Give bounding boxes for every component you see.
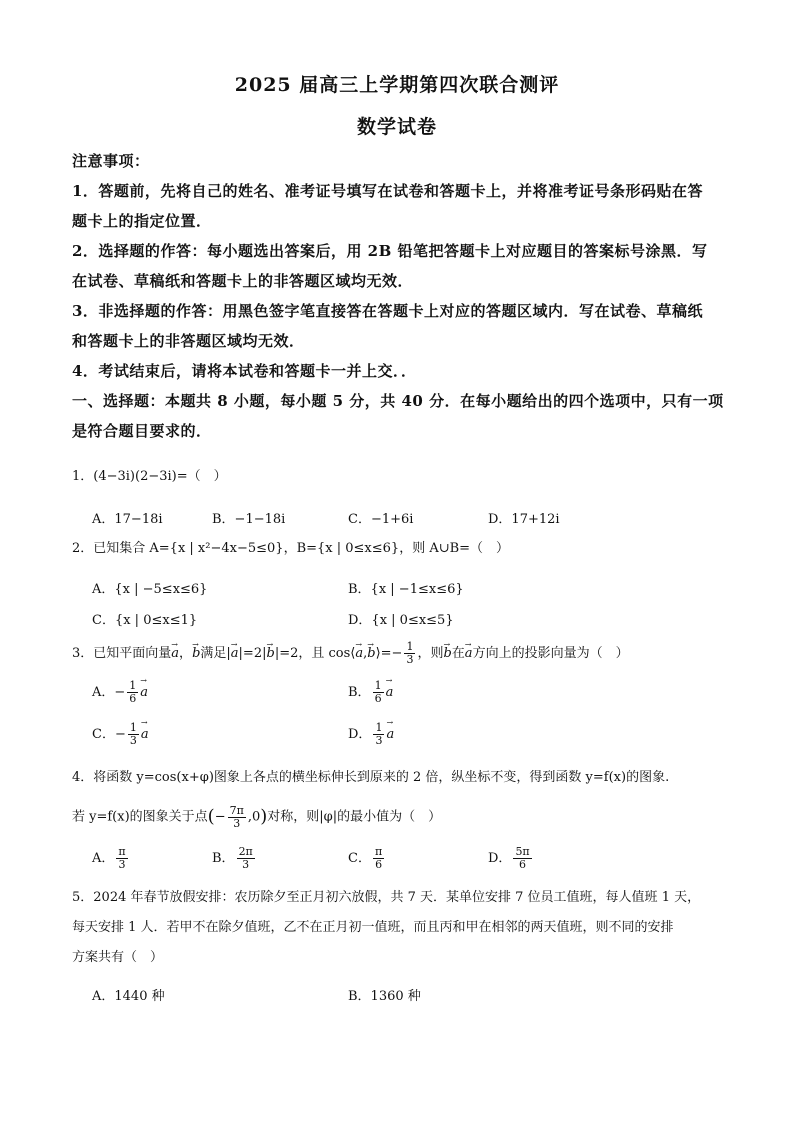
question-5-line2: 每天安排 1 人．若甲不在除夕值班，乙不在正月初一值班，而且丙和甲在相邻的两天值班，则不同的安排 [72, 920, 674, 935]
question-2-stem: 2．已知集合 A={x | x²−4x−5≤0}，B={x | 0≤x≤6}，则 A∪B=（ ） [72, 541, 510, 556]
q4-text: 若 y=f(x)的图象关于点 [72, 809, 208, 825]
q3-text: |=2，且 cos⟨ [274, 646, 356, 661]
q3-text: 方向上的投影向量为（ ） [472, 646, 629, 661]
point-fraction [228, 805, 246, 830]
question-4-line1: 4．将函数 y=cos(x+φ)图象上各点的横坐标伸长到原来的 2 倍，纵坐标不变，得到函数 y=f(x)的图象. [72, 770, 670, 785]
option-fraction [237, 846, 255, 871]
section-heading-line1: 一、选择题：本题共 8 小题，每小题 5 分，共 40 分．在每小题给出的四个选项中，只有一项 [72, 392, 724, 410]
option-fraction [373, 846, 384, 871]
option-fraction [116, 846, 127, 871]
vector-b: → b [367, 640, 375, 668]
question-3-stem: 3．已知平面向量→ a，→ b满足|→ a|=2|→ b|=2，且 cos⟨→ a,→ b⟩=− $\frac{1}{3}$ ，则→ b在→ a方向上的投影向量为（ ） [72, 640, 732, 668]
notice-heading: 注意事项： [72, 152, 150, 170]
notice-line: 3．非选择题的作答：用黑色签字笔直接答在答题卡上对应的答题区域内．写在试卷、草稿纸 [72, 302, 703, 320]
vector-a: → a [465, 640, 473, 668]
exam-subtitle: 数学试卷 [356, 116, 437, 138]
q3-text: 满足| [200, 646, 231, 661]
notice-line: 1．答题前，先将自己的姓名、准考证号填写在试卷和答题卡上，并将准考证号条形码贴在答 [72, 182, 703, 200]
notice-line: 和答题卡上的非答题区域均无效． [72, 332, 305, 350]
option-label: D． [348, 727, 372, 742]
q2-option-b: B．{x | −1≤x≤6} [348, 582, 464, 597]
fraction-numerator: π [374, 845, 383, 858]
q1-option-a: A．17−18i [92, 512, 163, 527]
q5-option-b: B．1360 种 [348, 989, 421, 1004]
q2-option-c: C．{x | 0≤x≤1} [92, 613, 198, 628]
point-tail: ,0 [247, 809, 261, 825]
q1-option-d: D．17+12i [488, 512, 560, 527]
q1-option-b: B．−1−18i [212, 512, 286, 527]
option-label: A． [92, 851, 115, 866]
vector-b: → b [443, 640, 451, 668]
question-4-line2 [72, 803, 732, 832]
fraction-numerator: 1 [374, 679, 382, 692]
fraction-numerator: 1 [375, 721, 383, 734]
option-fraction [513, 846, 531, 871]
option-label: B． [348, 685, 371, 700]
notice-line: 4．考试结束后，请将本试卷和答题卡一并上交．． [72, 362, 417, 380]
notice-line: 题卡上的指定位置． [72, 212, 212, 230]
q3-text: |=2| [238, 646, 267, 661]
q3-option-d [348, 722, 394, 747]
fraction-numerator: 5π [515, 845, 530, 858]
option-label: C． [348, 851, 371, 866]
q5-option-a: A．1440 种 [92, 989, 165, 1004]
vector-a: → a [231, 640, 239, 668]
q3-text: 在 [451, 646, 465, 661]
q3-fraction [404, 641, 415, 666]
fraction-denominator: 3 [242, 858, 250, 871]
option-label: A． [92, 685, 115, 700]
fraction-denominator: 6 [129, 692, 137, 705]
vector-a: → a [141, 727, 149, 742]
point-sign: − [214, 809, 226, 825]
option-fraction [127, 680, 138, 705]
option-label: C． [92, 727, 115, 742]
paren-left: ( [207, 806, 215, 827]
fraction-denominator: 6 [374, 692, 382, 705]
fraction-numerator: 7π [229, 803, 244, 817]
fraction-denominator: 6 [375, 858, 383, 871]
q3-text: 3．已知平面向量 [72, 646, 172, 661]
q4-option-b [212, 846, 257, 871]
fraction-numerator: 1 [406, 640, 414, 653]
fraction-denominator: 3 [129, 734, 137, 747]
q4-option-a [92, 846, 130, 871]
q3-text: ⟩=− [375, 646, 403, 661]
q4-option-d [488, 846, 534, 871]
question-5-line3: 方案共有（ ） [72, 950, 164, 965]
q4-option-c [348, 846, 386, 871]
fraction-numerator: 1 [129, 679, 137, 692]
fraction-denominator: 3 [233, 816, 241, 830]
option-sign: − [114, 685, 126, 700]
q2-option-d: D．{x | 0≤x≤5} [348, 613, 454, 628]
question-5-line1: 5．2024 年春节放假安排：农历除夕至正月初六放假，共 7 天．某单位安排 7 位员工值班，每人值班 1 天， [72, 890, 701, 905]
q3-text: ，则 [417, 646, 444, 661]
option-label: D． [488, 851, 512, 866]
vector-b: → b [266, 640, 274, 668]
q1-option-c: C．−1+6i [348, 512, 414, 527]
fraction-denominator: 3 [375, 734, 383, 747]
option-fraction [373, 680, 384, 705]
vector-a: → a [355, 640, 363, 668]
vector-a: → a [386, 685, 394, 700]
vector-a: → a [386, 727, 394, 742]
paren-right: ) [260, 806, 268, 827]
option-sign: − [114, 727, 126, 742]
q3-option-b [348, 680, 393, 705]
q2-option-a: A．{x | −5≤x≤6} [92, 582, 208, 597]
fraction-numerator: 1 [129, 721, 137, 734]
notice-line: 2．选择题的作答：每小题选出答案后，用 2B 铅笔把答题卡上对应题目的答案标号涂黑．写 [72, 242, 708, 260]
section-heading-line2: 是符合题目要求的． [72, 422, 212, 440]
q4-text: 对称，则|φ|的最小值为（ ） [267, 809, 442, 825]
vector-a: → a [171, 640, 179, 668]
q3-option-c [92, 722, 149, 747]
notice-block [72, 146, 732, 446]
exam-title: 2025 届高三上学期第四次联合测评 [234, 74, 560, 96]
q3-text: ， [179, 646, 193, 661]
option-fraction [373, 722, 384, 747]
fraction-denominator: 3 [118, 858, 126, 871]
option-fraction [128, 722, 139, 747]
notice-line: 在试卷、草稿纸和答题卡上的非答题区域均无效． [72, 272, 414, 290]
fraction-numerator: π [118, 845, 126, 858]
option-label: B． [212, 851, 235, 866]
q3-option-a [92, 680, 148, 705]
fraction-numerator: 2π [238, 845, 253, 858]
vector-b: → b [192, 640, 200, 668]
fraction-denominator: 6 [519, 858, 527, 871]
vector-a: → a [140, 685, 148, 700]
fraction-denominator: 3 [406, 653, 414, 666]
question-1-stem: 1．(4−3i)(2−3i)=（ ） [72, 469, 227, 484]
